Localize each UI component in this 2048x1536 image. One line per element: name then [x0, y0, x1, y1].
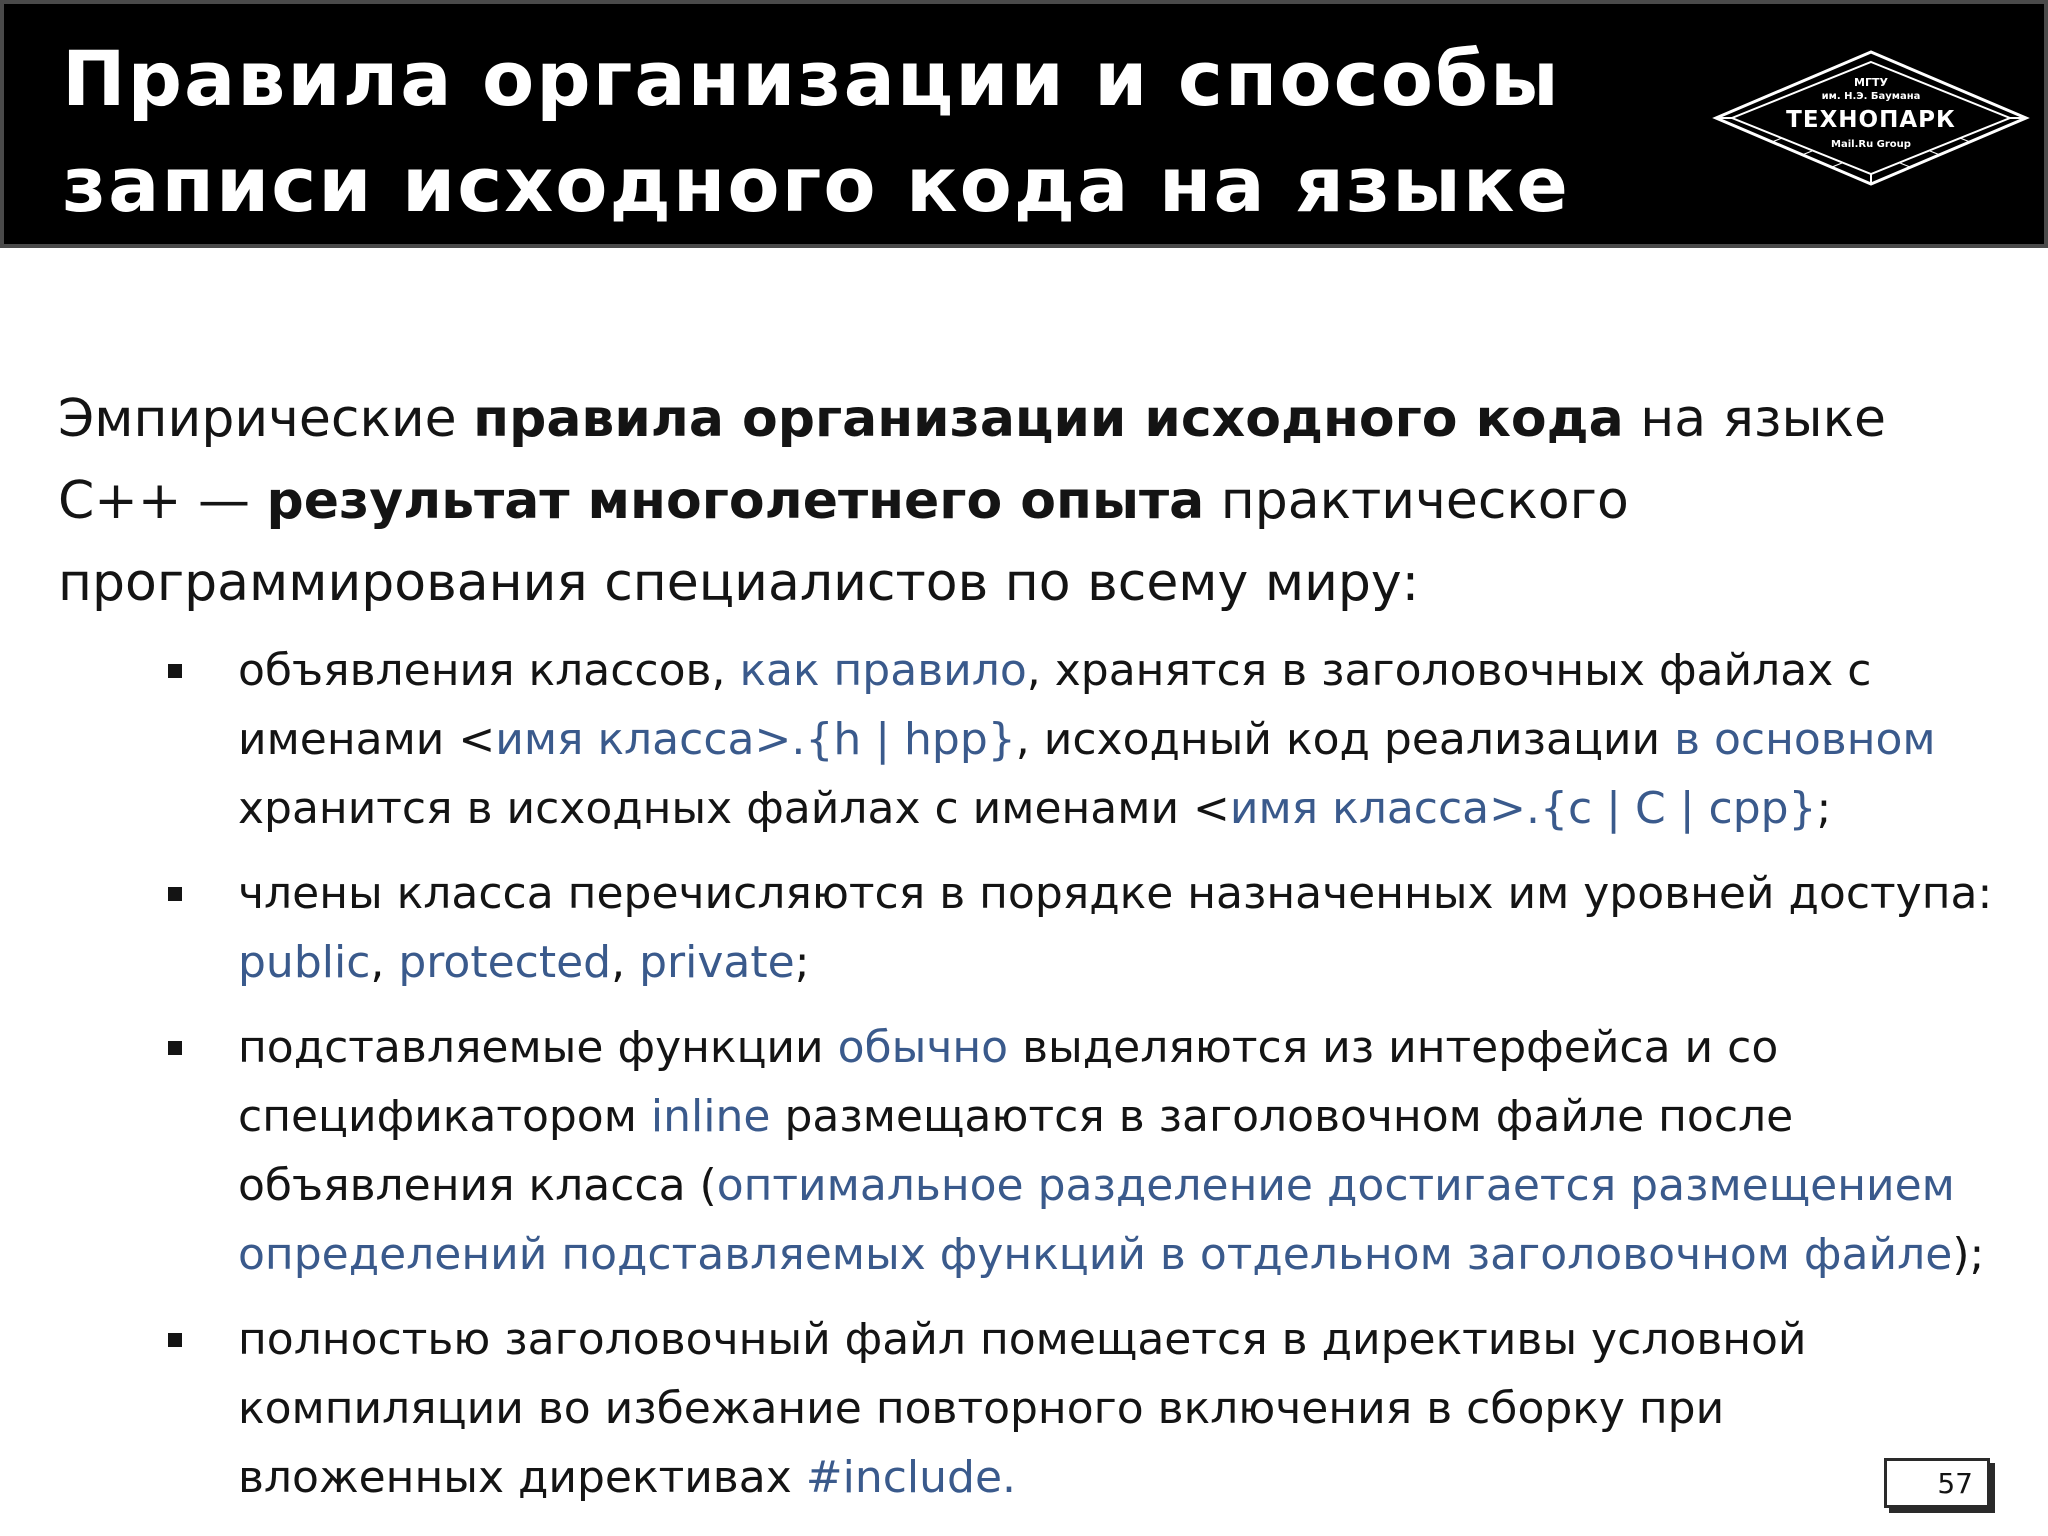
- bullet-text: );: [1952, 1229, 1985, 1280]
- highlight-text: в основном: [1674, 714, 1936, 765]
- bullet-square-icon: [168, 887, 182, 901]
- list-item-access-levels: [58, 859, 1998, 997]
- bullet-text: выделяются из интерфейса и со спецификатором: [238, 1022, 1779, 1142]
- highlight-text: #include.: [805, 1452, 1017, 1503]
- highlight-text: inline: [650, 1091, 771, 1142]
- intro-text: практического программирования специалистов по всему миру:: [58, 471, 1629, 613]
- list-item-header-files: [58, 636, 1998, 843]
- bullet-text: ;: [1816, 783, 1832, 834]
- highlight-text: public: [238, 937, 371, 988]
- bullet-square-icon: [168, 664, 182, 678]
- highlight-text: protected: [398, 937, 612, 988]
- bullet-text: ;: [794, 937, 810, 988]
- list-item-include-guards: [58, 1305, 1998, 1512]
- bullet-text: полностью заголовочный файл помещается в директивы условной компиляции во избежание повторного включения в сборку при вложенных директивах: [238, 1314, 1807, 1503]
- bullet-text: ,: [370, 937, 399, 988]
- rules-list: [58, 636, 1998, 1512]
- title-bar: [0, 0, 2048, 335]
- highlight-text: имя класса>.{h | hpp}: [495, 714, 1016, 765]
- bullet-text: хранится в исходных файлах с именами <: [238, 783, 1230, 834]
- logo-line-mgtu: МГТУ: [1854, 76, 1888, 89]
- bullet-text: члены класса перечисляются в порядке назначенных им уровней доступа:: [238, 868, 1993, 919]
- bullet-text: ,: [611, 937, 640, 988]
- bullet-square-icon: [168, 1333, 182, 1347]
- intro-bold: результат многолетнего опыта: [266, 471, 1205, 531]
- page-number: 57: [1937, 1467, 1973, 1500]
- bullet-text: , хранятся в заголовочных файлах с именами <: [238, 645, 1872, 765]
- bullet-text: подставляемые функции: [238, 1022, 838, 1073]
- highlight-text: оптимальное разделение достигается размещением определений подставляемых функций в отдельном заголовочном файле: [238, 1160, 1955, 1280]
- bullet-square-icon: [168, 1041, 182, 1055]
- highlight-text: private: [639, 937, 795, 988]
- page-number-box: [1884, 1458, 1990, 1508]
- slide-title: Правила организации и способы записи исходного кода на языке C++: [62, 34, 1570, 335]
- bullet-text: , исходный код реализации: [1015, 714, 1675, 765]
- intro-text: Эмпирические: [58, 389, 474, 449]
- highlight-text: имя класса>.{c | C | cpp}: [1229, 783, 1817, 834]
- bullet-text: размещаются в заголовочном файле после объявления класса (: [238, 1091, 1794, 1211]
- logo-line-technopark: ТЕХНОПАРК: [1786, 107, 1956, 133]
- bullet-text: объявления классов,: [238, 645, 740, 696]
- logo-line-bauman: им. Н.Э. Баумана: [1821, 91, 1921, 102]
- intro-bold: правила организации исходного кода: [473, 389, 1624, 449]
- slide-body: [58, 378, 1998, 1528]
- logo-line-mailru: Mail.Ru Group: [1831, 139, 1911, 150]
- intro-text: на языке C++ —: [58, 389, 1887, 531]
- technopark-logo: [1712, 48, 2030, 188]
- highlight-text: обычно: [837, 1022, 1009, 1073]
- list-item-inline-functions: [58, 1013, 1998, 1289]
- intro-paragraph: [58, 378, 1998, 624]
- highlight-text: как правило: [739, 645, 1027, 696]
